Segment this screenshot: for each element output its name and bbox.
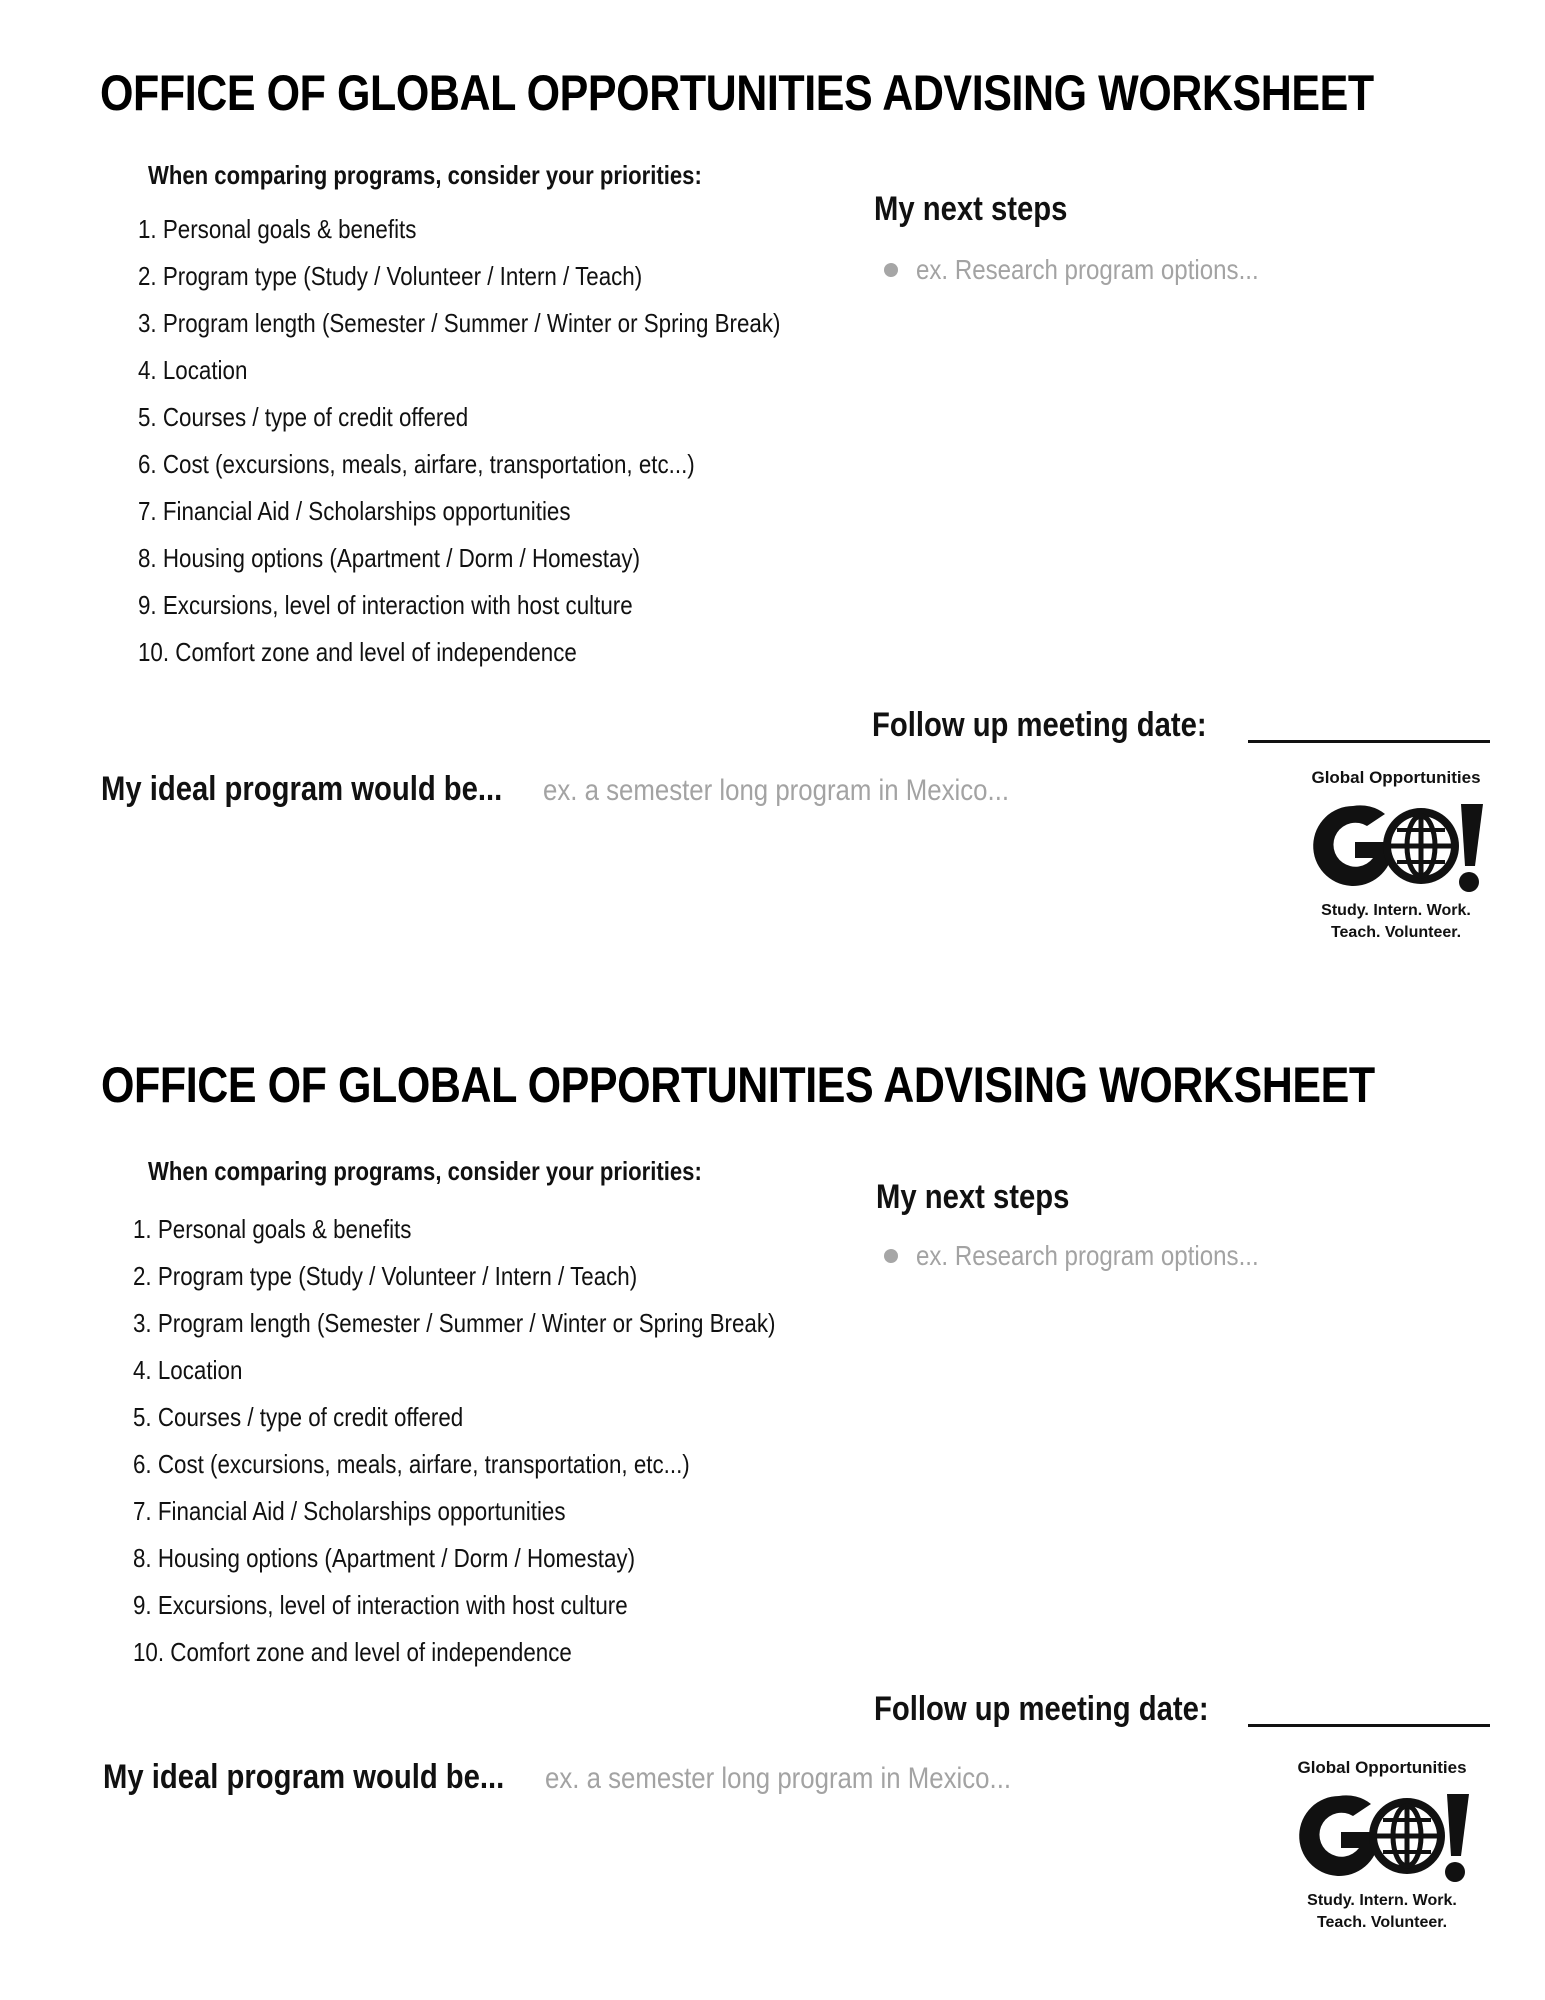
priority-item: 2. Program type (Study / Volunteer / Intern / Teach) bbox=[133, 1261, 638, 1291]
go-globe-icon bbox=[1287, 1788, 1477, 1884]
priority-item: 5. Courses / type of credit offered bbox=[133, 1402, 464, 1432]
ideal-program-field[interactable]: ex. a semester long program in Mexico... bbox=[545, 1762, 1012, 1795]
priority-item: 1. Personal goals & benefits bbox=[133, 1214, 412, 1244]
priority-item: 10. Comfort zone and level of independence bbox=[138, 637, 577, 667]
next-steps-field[interactable] bbox=[884, 254, 1314, 286]
priority-item: 3. Program length (Semester / Summer / Winter or Spring Break) bbox=[133, 1308, 776, 1338]
priority-item: 8. Housing options (Apartment / Dorm / Homestay) bbox=[138, 543, 641, 573]
followup-date-field[interactable] bbox=[1248, 740, 1490, 743]
followup-meeting-label: Follow up meeting date: bbox=[872, 706, 1207, 744]
worksheet-title: OFFICE OF GLOBAL OPPORTUNITIES ADVISING WORKSHEET bbox=[101, 1057, 1375, 1113]
priority-item: 10. Comfort zone and level of independence bbox=[133, 1637, 572, 1667]
next-steps-placeholder: ex. Research program options... bbox=[916, 254, 1259, 285]
logo-tagline-1: Study. Intern. Work. bbox=[1307, 1892, 1457, 1909]
priorities-heading: When comparing programs, consider your priorities: bbox=[148, 160, 702, 190]
priority-item: 5. Courses / type of credit offered bbox=[138, 402, 469, 432]
logo-tagline-1: Study. Intern. Work. bbox=[1321, 902, 1471, 919]
priority-item: 4. Location bbox=[133, 1355, 243, 1385]
priority-item: 6. Cost (excursions, meals, airfare, transportation, etc...) bbox=[133, 1449, 690, 1479]
priority-item: 8. Housing options (Apartment / Dorm / Homestay) bbox=[133, 1543, 636, 1573]
priority-item: 2. Program type (Study / Volunteer / Intern / Teach) bbox=[138, 261, 643, 291]
priorities-list bbox=[133, 1214, 880, 1684]
logo-tagline-2: Teach. Volunteer. bbox=[1330, 924, 1462, 941]
followup-meeting-label: Follow up meeting date: bbox=[874, 1690, 1209, 1728]
ideal-program-field[interactable]: ex. a semester long program in Mexico... bbox=[543, 774, 1010, 807]
go-logo bbox=[1272, 1758, 1492, 1934]
priority-item: 3. Program length (Semester / Summer / Winter or Spring Break) bbox=[138, 308, 781, 338]
go-logo bbox=[1286, 768, 1506, 944]
priority-item: 6. Cost (excursions, meals, airfare, transportation, etc...) bbox=[138, 449, 695, 479]
priority-item: 9. Excursions, level of interaction with host culture bbox=[138, 590, 633, 620]
ideal-program-label: My ideal program would be... bbox=[103, 1758, 505, 1796]
worksheet-2 bbox=[0, 990, 1545, 1980]
followup-date-field[interactable] bbox=[1248, 1724, 1490, 1727]
priority-item: 4. Location bbox=[138, 355, 248, 385]
worksheet-title: OFFICE OF GLOBAL OPPORTUNITIES ADVISING WORKSHEET bbox=[100, 65, 1374, 121]
bullet-icon bbox=[884, 263, 898, 277]
logo-tagline-2: Teach. Volunteer. bbox=[1316, 1914, 1448, 1931]
next-steps-placeholder: ex. Research program options... bbox=[916, 1240, 1259, 1271]
logo-top-text: Global Opportunities bbox=[1297, 1758, 1467, 1777]
logo-top-text: Global Opportunities bbox=[1311, 768, 1481, 787]
priority-item: 7. Financial Aid / Scholarships opportunities bbox=[133, 1496, 566, 1526]
priority-item: 7. Financial Aid / Scholarships opportunities bbox=[138, 496, 571, 526]
next-steps-heading: My next steps bbox=[876, 1178, 1070, 1216]
priority-item: 9. Excursions, level of interaction with host culture bbox=[133, 1590, 628, 1620]
bullet-icon bbox=[884, 1249, 898, 1263]
next-steps-heading: My next steps bbox=[874, 190, 1068, 228]
priorities-heading: When comparing programs, consider your priorities: bbox=[148, 1156, 702, 1186]
ideal-program-label: My ideal program would be... bbox=[101, 770, 503, 808]
priorities-list bbox=[138, 214, 885, 684]
next-steps-field[interactable] bbox=[884, 1240, 1314, 1272]
worksheet-1 bbox=[0, 0, 1545, 990]
priority-item: 1. Personal goals & benefits bbox=[138, 214, 417, 244]
go-globe-icon bbox=[1301, 798, 1491, 894]
